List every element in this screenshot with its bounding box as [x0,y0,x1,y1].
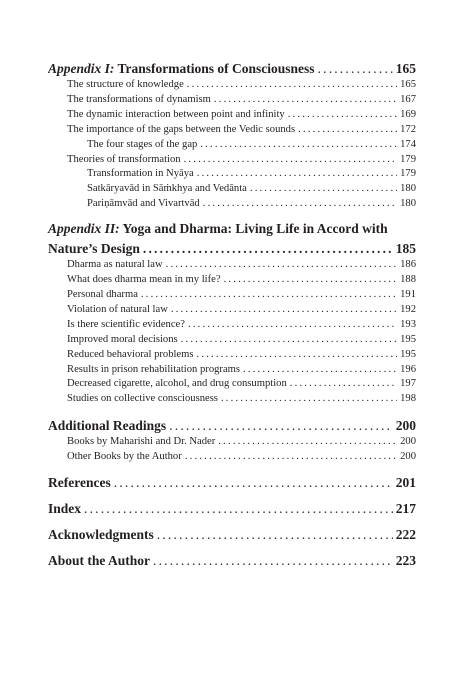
toc-entry[interactable] [48,377,416,392]
page-number: 223 [395,553,416,569]
table-of-contents [48,59,416,570]
entry-title: Satkāryavād in Sāṁkhya and Vedānta [87,183,247,195]
toc-entry-acknowledgments[interactable] [48,525,416,544]
toc-entry-appendix-1[interactable] [48,59,416,78]
page-number: 167 [400,93,416,105]
toc-entry[interactable] [48,318,416,333]
toc-entry-appendix-2[interactable] [48,219,416,258]
dot-leader [290,377,397,392]
entry-title: Transformation in Nyāya [87,168,194,180]
dot-leader [203,197,397,212]
entry-title: Studies on collective consciousness [67,393,218,405]
appendix-label: Appendix I: [48,61,115,76]
toc-entry[interactable] [48,138,416,153]
dot-leader [197,167,397,182]
toc-entry[interactable] [48,93,416,108]
appendix-title: Yoga and Dharma: Living Life in Accord with [119,221,388,237]
page-number: 197 [400,378,416,390]
entry-title [48,59,315,78]
toc-entry[interactable] [48,392,416,407]
dot-leader [318,59,393,78]
entry-title: Personal dharma [67,288,138,300]
toc-entry[interactable] [48,333,416,348]
entry-title: About the Author [48,553,151,569]
toc-entry-index[interactable] [48,499,416,518]
page-number: 200 [395,418,416,434]
dot-leader [218,435,397,450]
page-number: 165 [400,79,416,90]
page-number: 200 [400,436,416,448]
toc-entry[interactable] [48,363,416,378]
dot-leader [185,450,397,465]
dot-leader [84,499,393,518]
entry-title: Reduced behavioral problems [67,348,194,360]
entry-title: Dharma as natural law [67,259,163,271]
toc-entry[interactable] [48,435,416,450]
page-number: 179 [400,153,416,165]
dot-leader [200,138,397,153]
toc-entry[interactable] [48,303,416,318]
page-number: 186 [400,259,416,271]
dot-leader [243,363,397,378]
dot-leader [184,153,398,168]
dot-leader [221,392,397,407]
toc-entry-about-the-author[interactable] [48,551,416,570]
entry-title: Additional Readings [48,418,167,434]
toc-entry[interactable] [48,108,416,123]
page-number: 198 [400,393,416,405]
appendix-label: Appendix II: [48,221,120,237]
entry-title: Decreased cigarette, alcohol, and drug consumption [67,378,287,390]
page-number: 180 [400,183,416,195]
entry-title: The four stages of the gap [87,138,198,150]
page-number: 222 [395,527,416,543]
page-number: 191 [400,288,416,300]
page-number: 192 [400,303,416,315]
entry-title: Pariṇāmvād and Vivartvād [87,198,200,210]
dot-leader [214,93,397,108]
dot-leader [166,258,398,273]
toc-entry[interactable] [48,258,416,273]
toc-entry-references[interactable] [48,473,416,492]
toc-entry[interactable] [48,78,416,93]
page-number: 188 [400,274,416,286]
page-number: 217 [395,501,416,517]
page-number: 165 [395,61,416,76]
dot-leader [171,303,397,318]
page-number: 200 [400,451,416,463]
dot-leader [169,416,393,435]
toc-entry[interactable] [48,450,416,465]
entry-title: The dynamic interaction between point and infinity [67,108,285,120]
entry-title: Other Books by the Author [67,451,182,463]
entry-title: Theories of transformation [67,153,181,165]
entry-title: The transformations of dynamism [67,93,211,105]
dot-leader [114,473,393,492]
entry-title: Is there scientific evidence? [67,318,185,330]
page-number: 180 [400,198,416,210]
page-number: 195 [400,348,416,360]
page-number: 196 [400,363,416,375]
appendix-title: Transformations of Consciousness [114,61,315,76]
dot-leader [157,525,393,544]
dot-leader [298,123,397,138]
dot-leader [188,318,397,333]
entry-title: Improved moral decisions [67,333,178,345]
page-number: 172 [400,123,416,135]
page-number: 169 [400,108,416,120]
dot-leader [250,182,397,197]
entry-title: Index [48,501,82,517]
dot-leader [288,108,397,123]
toc-entry-additional-readings[interactable] [48,416,416,435]
dot-leader [181,333,397,348]
toc-entry[interactable] [48,288,416,303]
page-number: 195 [400,333,416,345]
entry-title-line-2 [48,239,416,258]
toc-entry[interactable] [48,182,416,197]
entry-title: References [48,475,111,491]
page-number: 193 [400,318,416,330]
toc-entry[interactable] [48,167,416,182]
toc-entry[interactable] [48,123,416,138]
entry-title: Nature’s Design [48,241,140,257]
toc-entry[interactable] [48,273,416,288]
dot-leader [141,288,397,303]
dot-leader [143,239,393,258]
page-number: 179 [400,168,416,180]
entry-title: What does dharma mean in my life? [67,274,221,286]
page-number: 201 [395,475,416,491]
toc-entry[interactable] [48,348,416,363]
entry-title: Results in prison rehabilitation programs [67,363,241,375]
dot-leader [197,348,398,363]
page-number: 185 [395,241,416,257]
entry-title: Books by Maharishi and Dr. Nader [67,436,216,448]
toc-entry[interactable] [48,197,416,212]
entry-title: Violation of natural law [67,303,168,315]
dot-leader [187,78,397,93]
entry-title: The importance of the gaps between the Vedic sounds [67,123,296,135]
entry-title: The structure of knowledge [67,79,184,90]
dot-leader [224,273,398,288]
entry-title: Acknowledgments [48,527,154,543]
page-number: 174 [400,138,416,150]
toc-entry[interactable] [48,153,416,168]
entry-title-line-1 [48,219,416,238]
dot-leader [153,551,393,570]
